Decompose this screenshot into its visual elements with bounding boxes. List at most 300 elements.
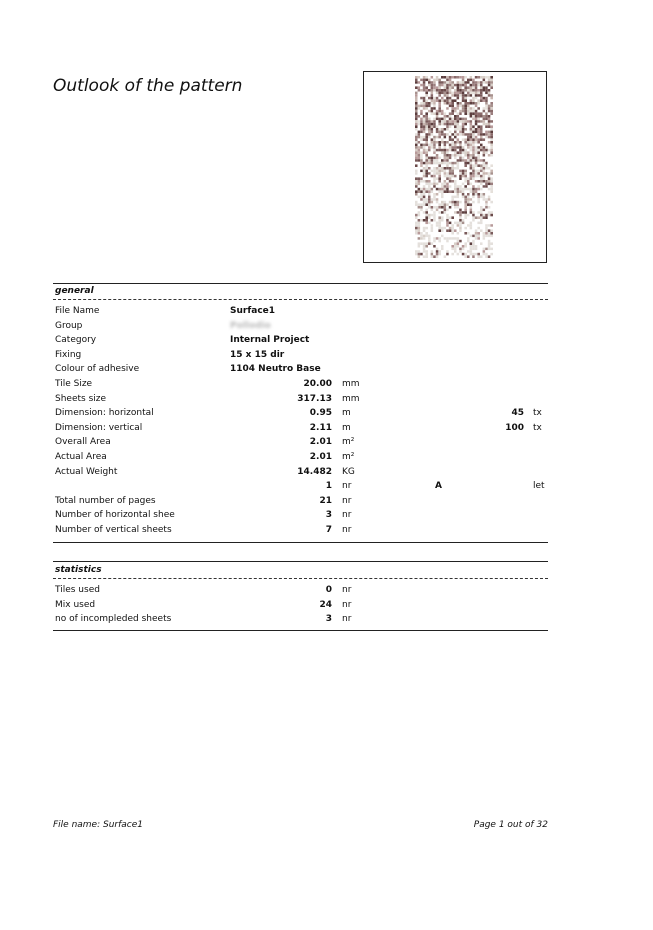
pattern-tile bbox=[428, 201, 431, 204]
pattern-tile bbox=[418, 81, 421, 84]
pattern-tile bbox=[431, 185, 434, 188]
pattern-tile bbox=[454, 248, 457, 251]
pattern-tile bbox=[472, 232, 475, 235]
pattern-tile bbox=[444, 97, 447, 100]
pattern-tile bbox=[420, 232, 423, 235]
pattern-tile bbox=[433, 190, 436, 193]
pattern-tile bbox=[480, 203, 483, 206]
pattern-tile bbox=[464, 159, 467, 162]
pattern-tile bbox=[438, 84, 441, 87]
pattern-tile bbox=[472, 245, 475, 248]
pattern-tile bbox=[470, 102, 473, 105]
pattern-tile bbox=[446, 190, 449, 193]
pattern-tile bbox=[488, 154, 491, 157]
pattern-tile bbox=[451, 105, 454, 108]
pattern-tile bbox=[464, 229, 467, 232]
pattern-tile bbox=[470, 188, 473, 191]
pattern-tile bbox=[418, 146, 421, 149]
pattern-tile bbox=[483, 133, 486, 136]
pattern-tile bbox=[480, 136, 483, 139]
pattern-tile bbox=[436, 245, 439, 248]
pattern-tile bbox=[428, 229, 431, 232]
pattern-tile bbox=[462, 253, 465, 256]
pattern-tile bbox=[423, 222, 426, 225]
pattern-tile bbox=[420, 183, 423, 186]
pattern-tile bbox=[454, 92, 457, 95]
pattern-tile bbox=[449, 206, 452, 209]
pattern-tile bbox=[428, 157, 431, 160]
pattern-tile bbox=[470, 84, 473, 87]
pattern-tile bbox=[483, 84, 486, 87]
pattern-tile bbox=[477, 138, 480, 141]
pattern-tile bbox=[470, 120, 473, 123]
pattern-tile bbox=[451, 167, 454, 170]
pattern-tile bbox=[423, 105, 426, 108]
pattern-tile bbox=[449, 107, 452, 110]
pattern-tile bbox=[446, 79, 449, 82]
pattern-tile bbox=[438, 245, 441, 248]
pattern-tile bbox=[454, 154, 457, 157]
pattern-tile bbox=[420, 141, 423, 144]
pattern-tile bbox=[488, 206, 491, 209]
pattern-tile bbox=[459, 159, 462, 162]
pattern-tile bbox=[428, 151, 431, 154]
pattern-tile bbox=[441, 154, 444, 157]
pattern-tile bbox=[480, 242, 483, 245]
pattern-tile bbox=[436, 162, 439, 165]
pattern-tile bbox=[433, 227, 436, 230]
pattern-tile bbox=[472, 118, 475, 121]
pattern-tile bbox=[425, 177, 428, 180]
pattern-tile bbox=[459, 102, 462, 105]
pattern-tile bbox=[415, 118, 418, 121]
pattern-tile bbox=[467, 128, 470, 131]
pattern-tile bbox=[449, 97, 452, 100]
pattern-tile bbox=[480, 216, 483, 219]
pattern-tile bbox=[418, 235, 421, 238]
pattern-tile bbox=[485, 248, 488, 251]
pattern-tile bbox=[433, 146, 436, 149]
pattern-tile bbox=[451, 232, 454, 235]
pattern-tile bbox=[472, 105, 475, 108]
pattern-tile bbox=[490, 128, 493, 131]
pattern-tile bbox=[475, 112, 478, 115]
pattern-tile bbox=[457, 120, 460, 123]
pattern-tile bbox=[449, 237, 452, 240]
pattern-tile bbox=[441, 209, 444, 212]
pattern-tile bbox=[451, 203, 454, 206]
pattern-tile bbox=[415, 157, 418, 160]
pattern-tile bbox=[485, 170, 488, 173]
pattern-tile bbox=[441, 105, 444, 108]
pattern-tile bbox=[485, 216, 488, 219]
pattern-tile bbox=[438, 172, 441, 175]
pattern-tile bbox=[444, 131, 447, 134]
pattern-tile bbox=[467, 133, 470, 136]
pattern-tile bbox=[457, 170, 460, 173]
pattern-tile bbox=[477, 175, 480, 178]
pattern-tile bbox=[420, 214, 423, 217]
pattern-tile bbox=[418, 138, 421, 141]
pattern-tile bbox=[472, 222, 475, 225]
pattern-tile bbox=[423, 118, 426, 121]
pattern-tile bbox=[454, 237, 457, 240]
pattern-tile bbox=[420, 248, 423, 251]
pattern-tile bbox=[488, 120, 491, 123]
pattern-tile bbox=[457, 110, 460, 113]
pattern-tile bbox=[472, 190, 475, 193]
pattern-tile bbox=[436, 250, 439, 253]
pattern-tile bbox=[451, 149, 454, 152]
pattern-tile bbox=[425, 115, 428, 118]
pattern-tile bbox=[467, 131, 470, 134]
pattern-tile bbox=[431, 250, 434, 253]
pattern-tile bbox=[436, 188, 439, 191]
pattern-tile bbox=[418, 149, 421, 152]
pattern-tile bbox=[423, 159, 426, 162]
pattern-tile bbox=[462, 222, 465, 225]
pattern-tile bbox=[490, 162, 493, 165]
pattern-tile bbox=[459, 232, 462, 235]
pattern-tile bbox=[431, 86, 434, 89]
pattern-tile bbox=[483, 190, 486, 193]
pattern-tile bbox=[451, 253, 454, 256]
pattern-tile bbox=[483, 219, 486, 222]
pattern-tile bbox=[462, 245, 465, 248]
pattern-tile bbox=[470, 123, 473, 126]
pattern-tile bbox=[462, 123, 465, 126]
pattern-tile bbox=[420, 242, 423, 245]
pattern-tile bbox=[438, 193, 441, 196]
pattern-tile bbox=[477, 216, 480, 219]
pattern-tile bbox=[483, 89, 486, 92]
pattern-tile bbox=[454, 118, 457, 121]
pattern-tile bbox=[464, 201, 467, 204]
pattern-tile bbox=[425, 97, 428, 100]
pattern-tile bbox=[425, 146, 428, 149]
pattern-tile bbox=[423, 115, 426, 118]
table-row bbox=[55, 598, 548, 612]
pattern-tile bbox=[488, 170, 491, 173]
pattern-tile bbox=[480, 107, 483, 110]
pattern-tile bbox=[475, 146, 478, 149]
pattern-tile bbox=[470, 240, 473, 243]
pattern-tile bbox=[488, 216, 491, 219]
pattern-tile bbox=[431, 115, 434, 118]
pattern-tile bbox=[423, 102, 426, 105]
pattern-tile bbox=[436, 222, 439, 225]
pattern-tile bbox=[436, 138, 439, 141]
pattern-tile bbox=[436, 144, 439, 147]
pattern-tile bbox=[423, 112, 426, 115]
pattern-tile bbox=[441, 211, 444, 214]
pattern-tile bbox=[418, 219, 421, 222]
pattern-tile bbox=[467, 105, 470, 108]
pattern-tile bbox=[459, 92, 462, 95]
pattern-tile bbox=[480, 237, 483, 240]
pattern-tile bbox=[449, 141, 452, 144]
pattern-tile bbox=[444, 222, 447, 225]
pattern-tile bbox=[436, 224, 439, 227]
pattern-tile bbox=[457, 123, 460, 126]
pattern-tile bbox=[423, 94, 426, 97]
pattern-tile bbox=[425, 232, 428, 235]
pattern-tile bbox=[475, 110, 478, 113]
pattern-tile bbox=[488, 193, 491, 196]
pattern-tile bbox=[475, 120, 478, 123]
pattern-tile bbox=[459, 177, 462, 180]
row-extra-unit: tx bbox=[533, 408, 542, 419]
pattern-tile bbox=[428, 118, 431, 121]
pattern-tile bbox=[446, 216, 449, 219]
pattern-tile bbox=[462, 79, 465, 82]
pattern-tile bbox=[485, 107, 488, 110]
pattern-tile bbox=[451, 144, 454, 147]
pattern-tile bbox=[428, 209, 431, 212]
pattern-tile bbox=[483, 79, 486, 82]
pattern-tile bbox=[449, 164, 452, 167]
pattern-tile bbox=[420, 136, 423, 139]
pattern-tile bbox=[462, 214, 465, 217]
pattern-tile bbox=[472, 157, 475, 160]
row-unit: m bbox=[342, 422, 351, 433]
pattern-tile bbox=[441, 255, 444, 258]
pattern-tile bbox=[475, 79, 478, 82]
pattern-tile bbox=[477, 253, 480, 256]
pattern-tile bbox=[441, 253, 444, 256]
pattern-tile bbox=[477, 211, 480, 214]
pattern-tile bbox=[451, 245, 454, 248]
pattern-tile bbox=[441, 123, 444, 126]
pattern-tile bbox=[431, 183, 434, 186]
pattern-tile bbox=[420, 253, 423, 256]
pattern-tile bbox=[490, 94, 493, 97]
pattern-tile bbox=[475, 214, 478, 217]
pattern-tile bbox=[436, 180, 439, 183]
pattern-tile bbox=[438, 154, 441, 157]
pattern-tile bbox=[438, 167, 441, 170]
pattern-tile bbox=[444, 112, 447, 115]
pattern-tile bbox=[464, 128, 467, 131]
pattern-tile bbox=[464, 170, 467, 173]
pattern-tile bbox=[490, 193, 493, 196]
pattern-tile bbox=[449, 201, 452, 204]
pattern-tile bbox=[457, 99, 460, 102]
pattern-tile bbox=[415, 131, 418, 134]
pattern-tile bbox=[470, 110, 473, 113]
pattern-tile bbox=[490, 149, 493, 152]
pattern-tile bbox=[472, 125, 475, 128]
section-dashed-divider bbox=[53, 578, 548, 579]
pattern-tile bbox=[451, 76, 454, 79]
pattern-tile bbox=[467, 157, 470, 160]
pattern-tile bbox=[418, 175, 421, 178]
pattern-tile bbox=[444, 242, 447, 245]
pattern-tile bbox=[431, 92, 434, 95]
pattern-tile bbox=[441, 144, 444, 147]
pattern-tile bbox=[449, 253, 452, 256]
row-label: File Name bbox=[55, 306, 100, 316]
pattern-tile bbox=[441, 86, 444, 89]
pattern-tile bbox=[420, 211, 423, 214]
pattern-tile bbox=[444, 196, 447, 199]
pattern-tile bbox=[431, 214, 434, 217]
pattern-tile bbox=[490, 138, 493, 141]
pattern-tile bbox=[449, 112, 452, 115]
pattern-tile bbox=[423, 164, 426, 167]
pattern-tile bbox=[457, 149, 460, 152]
pattern-tile bbox=[457, 159, 460, 162]
pattern-tile bbox=[451, 154, 454, 157]
pattern-tile bbox=[488, 222, 491, 225]
pattern-tile bbox=[423, 216, 426, 219]
pattern-tile bbox=[446, 227, 449, 230]
pattern-tile bbox=[428, 123, 431, 126]
pattern-tile bbox=[438, 198, 441, 201]
pattern-tile bbox=[457, 177, 460, 180]
pattern-tile bbox=[420, 206, 423, 209]
pattern-tile bbox=[423, 86, 426, 89]
pattern-tile bbox=[464, 211, 467, 214]
pattern-tile bbox=[472, 188, 475, 191]
pattern-tile bbox=[449, 162, 452, 165]
pattern-tile bbox=[431, 209, 434, 212]
pattern-tile bbox=[420, 144, 423, 147]
pattern-tile bbox=[441, 157, 444, 160]
table-row bbox=[55, 508, 548, 522]
pattern-tile bbox=[446, 110, 449, 113]
pattern-tile bbox=[459, 99, 462, 102]
pattern-tile bbox=[483, 92, 486, 95]
pattern-tile bbox=[457, 185, 460, 188]
pattern-tile bbox=[475, 76, 478, 79]
pattern-tile bbox=[438, 240, 441, 243]
pattern-tile bbox=[467, 237, 470, 240]
pattern-tile bbox=[446, 211, 449, 214]
pattern-tile bbox=[425, 206, 428, 209]
pattern-tile bbox=[444, 232, 447, 235]
pattern-tile bbox=[467, 92, 470, 95]
pattern-tile bbox=[449, 154, 452, 157]
pattern-tile bbox=[480, 255, 483, 258]
pattern-tile bbox=[454, 102, 457, 105]
pattern-tile bbox=[441, 151, 444, 154]
pattern-tile bbox=[470, 76, 473, 79]
pattern-tile bbox=[431, 224, 434, 227]
pattern-tile bbox=[449, 177, 452, 180]
pattern-tile bbox=[477, 172, 480, 175]
pattern-tile bbox=[428, 240, 431, 243]
pattern-tile bbox=[477, 118, 480, 121]
pattern-tile bbox=[454, 219, 457, 222]
pattern-tile bbox=[472, 248, 475, 251]
pattern-tile bbox=[464, 133, 467, 136]
pattern-tile bbox=[433, 154, 436, 157]
pattern-tile bbox=[485, 180, 488, 183]
pattern-tile bbox=[438, 227, 441, 230]
pattern-tile bbox=[425, 196, 428, 199]
row-label: Fixing bbox=[55, 349, 82, 360]
pattern-tile bbox=[449, 240, 452, 243]
row-unit: nr bbox=[342, 481, 352, 492]
pattern-tile bbox=[459, 196, 462, 199]
pattern-tile bbox=[454, 188, 457, 191]
pattern-tile bbox=[485, 203, 488, 206]
pattern-tile bbox=[428, 144, 431, 147]
pattern-tile bbox=[423, 224, 426, 227]
pattern-tile bbox=[433, 253, 436, 256]
pattern-tile bbox=[415, 167, 418, 170]
pattern-tile bbox=[480, 99, 483, 102]
pattern-tile bbox=[477, 183, 480, 186]
pattern-tile bbox=[454, 172, 457, 175]
pattern-tile bbox=[483, 248, 486, 251]
pattern-tile bbox=[423, 227, 426, 230]
pattern-tile bbox=[462, 216, 465, 219]
pattern-tile bbox=[454, 175, 457, 178]
pattern-tile bbox=[444, 81, 447, 84]
pattern-tile bbox=[464, 97, 467, 100]
row-unit: nr bbox=[342, 599, 352, 610]
pattern-tile bbox=[475, 107, 478, 110]
pattern-tile bbox=[446, 183, 449, 186]
pattern-tile bbox=[488, 151, 491, 154]
row-label: Number of horizontal shee bbox=[55, 510, 175, 521]
pattern-tile bbox=[415, 123, 418, 126]
pattern-tile bbox=[485, 222, 488, 225]
pattern-tile bbox=[415, 190, 418, 193]
pattern-tile bbox=[436, 248, 439, 251]
pattern-tile bbox=[431, 133, 434, 136]
pattern-tile bbox=[480, 211, 483, 214]
pattern-tile bbox=[431, 245, 434, 248]
pattern-tile bbox=[436, 214, 439, 217]
pattern-tile bbox=[483, 86, 486, 89]
pattern-tile bbox=[464, 112, 467, 115]
pattern-tile bbox=[444, 164, 447, 167]
row-value: 317.13 bbox=[297, 393, 332, 404]
pattern-tile bbox=[475, 219, 478, 222]
pattern-tile bbox=[467, 86, 470, 89]
row-label: Number of vertical sheets bbox=[55, 525, 172, 535]
pattern-tile bbox=[485, 209, 488, 212]
pattern-tile bbox=[449, 94, 452, 97]
pattern-tile bbox=[420, 105, 423, 108]
pattern-tile bbox=[490, 175, 493, 178]
pattern-tile bbox=[490, 92, 493, 95]
pattern-tile bbox=[423, 99, 426, 102]
pattern-tile bbox=[467, 240, 470, 243]
pattern-tile bbox=[488, 136, 491, 139]
pattern-tile bbox=[449, 102, 452, 105]
pattern-tile bbox=[485, 198, 488, 201]
pattern-tile bbox=[462, 175, 465, 178]
pattern-tile bbox=[485, 211, 488, 214]
pattern-tile bbox=[467, 209, 470, 212]
pattern-tile bbox=[475, 201, 478, 204]
pattern-tile bbox=[480, 128, 483, 131]
pattern-tile bbox=[454, 110, 457, 113]
pattern-tile bbox=[462, 131, 465, 134]
pattern-tile bbox=[446, 185, 449, 188]
pattern-tile bbox=[454, 255, 457, 258]
pattern-tile bbox=[477, 102, 480, 105]
pattern-tile bbox=[457, 105, 460, 108]
pattern-tile bbox=[446, 89, 449, 92]
pattern-tile bbox=[462, 237, 465, 240]
pattern-tile bbox=[425, 149, 428, 152]
table-row bbox=[55, 612, 548, 626]
